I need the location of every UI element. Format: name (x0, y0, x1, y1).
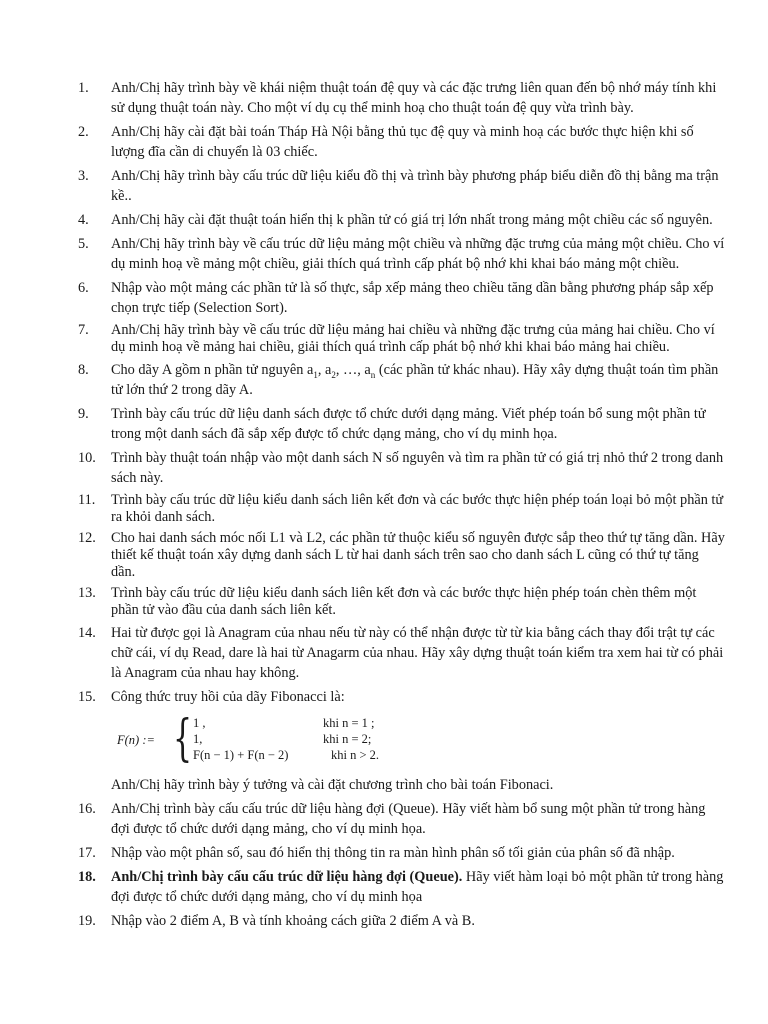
question-text: Trình bày cấu trúc dữ liệu danh sách được tổ chức dưới dạng mảng. Viết phép toán bổ sung một phần tử trong một danh sách đã sắp xếp được tổ chức dạng mảng, cho ví dụ minh họa. (111, 406, 706, 442)
question-item-2 (0, 122, 768, 162)
formula-case-cond: khi n = 1 ; (323, 716, 375, 730)
question-item-18 (0, 867, 768, 907)
question-text-part: Hãy viết hàm loại bỏ một phần tử trong hàng đợi được tổ chức dưới dạng mảng, cho ví dụ minh họa (111, 869, 724, 905)
question-number: 16. (78, 801, 96, 817)
question-number: 9. (78, 406, 89, 422)
fibonacci-formula (117, 709, 726, 767)
question-text: Nhập vào một mảng các phần tử là số thực, sắp xếp mảng theo chiều tăng dần bằng phương pháp sắp xếp chọn trực tiếp (Selection Sort). (111, 280, 714, 316)
question-text: Cho hai danh sách móc nối L1 và L2, các phần tử thuộc kiểu số nguyên được sắp theo thứ tự tăng dần. Hãy thiết kế thuật toán xây dựng danh sách L từ hai danh sách trên sao cho danh sách L cũng có thứ tự tăng dần. (111, 530, 725, 580)
question-number: 3. (78, 168, 89, 184)
question-item-9 (0, 404, 768, 444)
question-number: 10. (78, 450, 96, 466)
question-item-7 (0, 322, 768, 356)
question-text-part: Cho dãy A gồm n phần tử nguyên a (111, 362, 314, 378)
question-number: 15. (78, 689, 96, 705)
question-item-14 (0, 623, 768, 683)
question-number: 6. (78, 280, 89, 296)
question-text (111, 362, 718, 398)
question-text: Nhập vào 2 điểm A, B và tính khoảng cách giữa 2 điểm A và B. (111, 913, 475, 929)
question-text: Anh/Chị hãy trình bày cấu trúc dữ liệu kiểu đồ thị và trình bày phương pháp biểu diễn đồ thị bằng ma trận kề.. (111, 168, 719, 204)
question-number: 5. (78, 236, 89, 252)
question-item-6 (0, 278, 768, 318)
question-number: 19. (78, 913, 96, 929)
question-item-4 (0, 210, 768, 230)
question-list (0, 78, 768, 931)
question-number: 4. (78, 212, 89, 228)
question-item-10 (0, 448, 768, 488)
formula-case-expr: 1, (193, 732, 203, 746)
question-item-13 (0, 585, 768, 619)
question-item-8 (0, 360, 768, 400)
question-item-3 (0, 166, 768, 206)
question-number: 14. (78, 625, 96, 641)
question-followup-text: Anh/Chị hãy trình bày ý tưởng và cài đặt chương trình cho bài toán Fibonaci. (111, 777, 554, 793)
question-text-bold: Anh/Chị trình bày cấu cấu trúc dữ liệu hàng đợi (Queue). (111, 869, 463, 885)
question-item-12 (0, 530, 768, 581)
formula-case-expr: F(n − 1) + F(n − 2) (193, 748, 289, 762)
question-item-16 (0, 799, 768, 839)
question-text: Anh/Chị hãy trình bày về cấu trúc dữ liệu mảng hai chiều và những đặc trưng của mảng hai chiều. Cho ví dụ minh hoạ về mảng hai chiều, giải thích quá trình cấp phát bộ nhớ khi khai báo mảng hai chiều. (111, 322, 715, 355)
question-text: Nhập vào một phân số, sau đó hiển thị thông tin ra màn hình phân số tối giản của phân số đã nhập. (111, 845, 675, 861)
question-item-19 (0, 911, 768, 931)
subscript: 1 (313, 369, 318, 380)
question-number: 18. (78, 869, 96, 885)
question-item-5 (0, 234, 768, 274)
question-number: 12. (78, 530, 96, 546)
question-text-part: (các phần tử khác nhau). Hãy xây dựng thuật toán tìm phần tử lớn thứ 2 trong dãy A. (111, 362, 719, 398)
formula-case-cond: khi n > 2. (331, 748, 380, 762)
question-text-part: , …, a (335, 362, 371, 378)
question-number: 1. (78, 80, 89, 96)
question-text: Hai từ được gọi là Anagram của nhau nếu từ này có thể nhận được từ từ kia bằng cách thay đổi trật tự các chữ cái, ví dụ Read, dare là hai từ Anagarm của nhau. Hãy xây dựng thuật toán kiểm tra xem hai từ có phải là Anagram của nhau hay không. (111, 625, 724, 681)
question-number: 17. (78, 845, 96, 861)
question-text: Anh/Chị hãy cài đặt bài toán Tháp Hà Nội bằng thủ tục đệ quy và minh hoạ các bước thực hiện khi số lượng đĩa cần di chuyển là 03 chiếc. (111, 124, 694, 160)
question-text: Trình bày cấu trúc dữ liệu kiểu danh sách liên kết đơn và các bước thực hiện phép toán chèn thêm một phần tử vào đầu của danh sách liên kết. (111, 585, 697, 618)
subscript: n (370, 369, 376, 380)
question-item-1 (0, 78, 768, 118)
question-list-page (0, 78, 768, 935)
formula-lhs: F(n) := (117, 733, 155, 747)
question-text: Trình bày thuật toán nhập vào một danh sách N số nguyên và tìm ra phần tử có giá trị nhỏ thứ 2 trong danh sách này. (111, 450, 724, 486)
question-number: 13. (78, 585, 96, 601)
question-item-17 (0, 843, 768, 863)
subscript: 2 (331, 369, 336, 380)
formula-brace: { (173, 709, 193, 767)
question-text: Công thức truy hồi của dãy Fibonacci là: (111, 689, 345, 705)
question-item-11 (0, 492, 768, 526)
question-number: 8. (78, 362, 89, 378)
question-text: Anh/Chị trình bày cấu cấu trúc dữ liệu hàng đợi (Queue). Hãy viết hàm bổ sung một phần tử trong hàng đợi được tổ chức dưới dạng mảng, cho ví dụ minh họa. (111, 801, 706, 837)
question-text-part: , a (317, 362, 332, 378)
question-text: Anh/Chị hãy trình bày về cấu trúc dữ liệu mảng một chiều và những đặc trưng của mảng một chiều. Cho ví dụ minh hoạ về mảng một chiều, giải thích quá trình cấp phát bộ nhớ khi khai báo mảng một chiều. (111, 236, 725, 272)
question-text (111, 869, 723, 905)
formula-case-cond: khi n = 2; (323, 732, 372, 746)
formula-case-expr: 1 , (193, 716, 206, 730)
question-number: 11. (78, 492, 96, 508)
question-text: Trình bày cấu trúc dữ liệu kiểu danh sách liên kết đơn và các bước thực hiện phép toán loại bỏ một phần tử ra khỏi danh sách. (111, 492, 724, 525)
question-item-15 (0, 687, 768, 795)
question-text: Anh/Chị hãy cài đặt thuật toán hiển thị k phần tử có giá trị lớn nhất trong mảng một chiều các số nguyên. (111, 212, 713, 228)
question-text: Anh/Chị hãy trình bày về khái niệm thuật toán đệ quy và các đặc trưng liên quan đến bộ nhớ máy tính khi sử dụng thuật toán này. Cho một ví dụ cụ thể minh hoạ cho thuật toán đệ quy vừa trình bày. (111, 80, 717, 116)
question-number: 2. (78, 124, 89, 140)
question-number: 7. (78, 322, 89, 338)
